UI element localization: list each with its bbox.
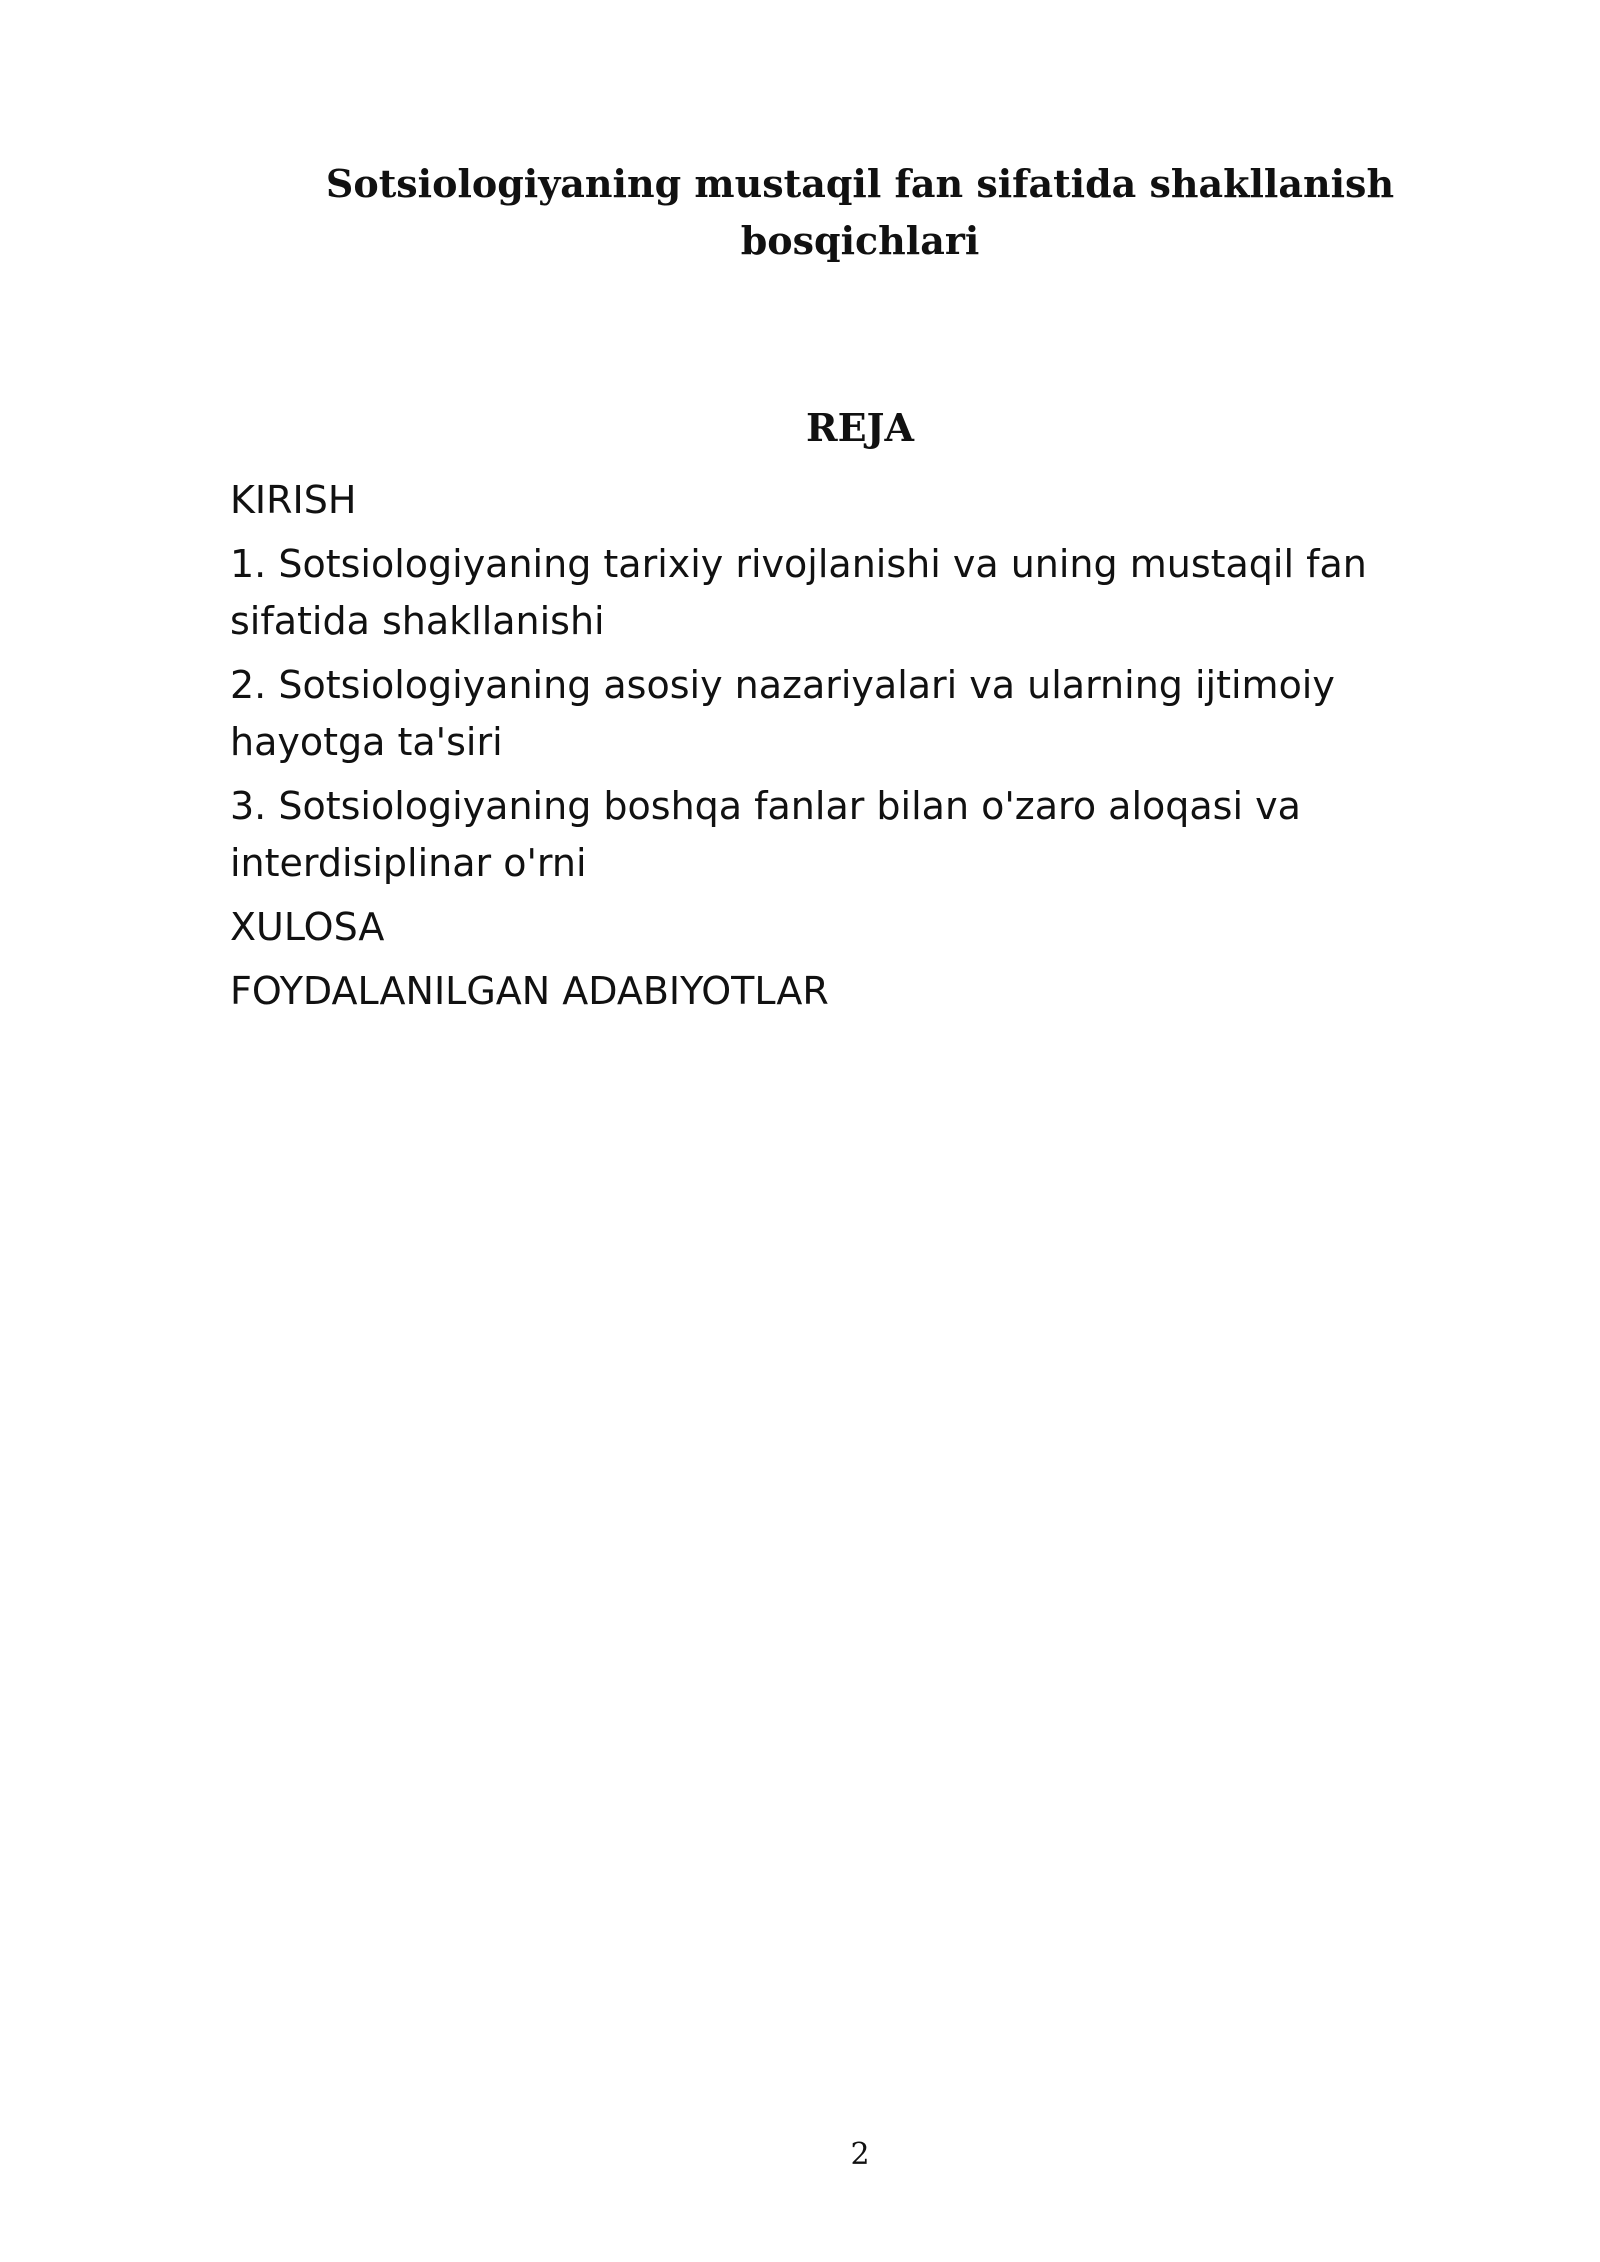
toc-item-2: 2. Sotsiologiyaning asosiy nazariyalari va ularning ijtimoiy hayotga ta'siri <box>230 663 1335 764</box>
toc-item-1: 1. Sotsiologiyaning tarixiy rivojlanishi va uning mustaqil fan sifatida shakllanishi <box>230 542 1367 643</box>
page-number: 2 <box>850 2137 870 2172</box>
toc-item-conclusion: XULOSA <box>230 905 385 949</box>
document-title: Sotsiologiyaning mustaqil fan sifatida shakllanish bosqichlari <box>325 161 1395 263</box>
toc-item-introduction: KIRISH <box>230 478 357 522</box>
toc-item-references: FOYDALANILGAN ADABIYOTLAR <box>230 969 829 1013</box>
table-of-contents <box>230 472 1420 1027</box>
plan-heading: REJA <box>805 405 914 450</box>
toc-item-3: 3. Sotsiologiyaning boshqa fanlar bilan o'zaro aloqasi va interdisiplinar o'rni <box>230 784 1301 885</box>
